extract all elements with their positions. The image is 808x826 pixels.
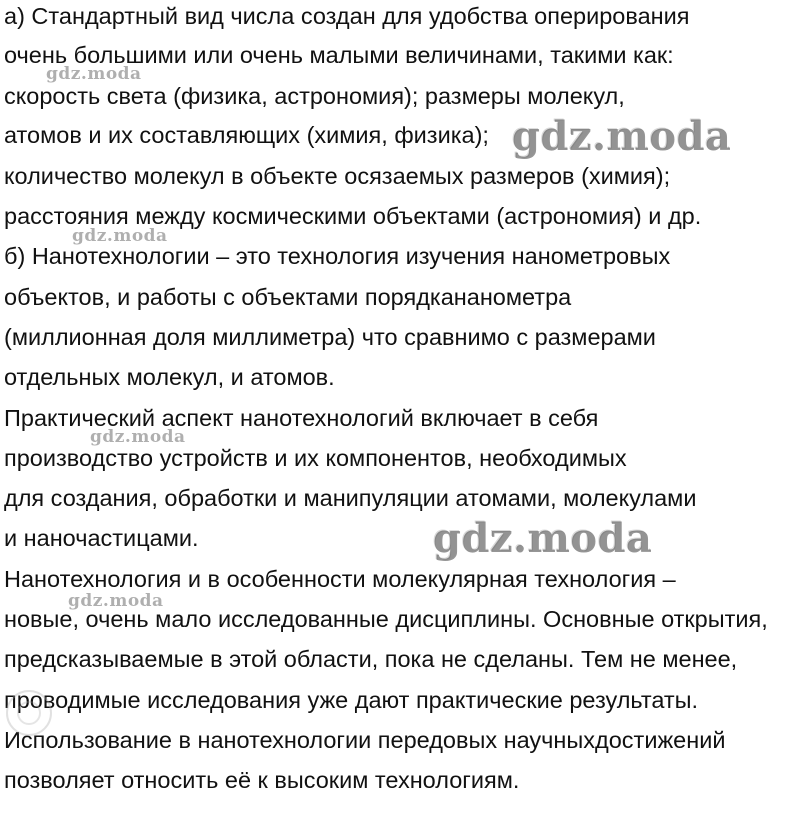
- copyright-seal-icon: [6, 690, 52, 736]
- text-line-14: и наночастицами.: [4, 525, 199, 551]
- text-line-13: для создания, обработки и манипуляции атомами, молекулами: [4, 485, 697, 511]
- text-line-20: позволяет относить её к высоким технологиям.: [4, 767, 520, 793]
- watermark-large-1: gdz.moda: [512, 113, 732, 160]
- text-line-6: расстояния между космическими объектами (астрономия) и др.: [4, 203, 702, 229]
- text-line-17: предсказываемые в этой области, пока не сделаны. Тем не менее,: [4, 646, 738, 672]
- text-line-10: отдельных молекул, и атомов.: [4, 364, 335, 390]
- watermark-small-2: gdz.moda: [72, 226, 168, 246]
- watermark-small-3: gdz.moda: [90, 427, 186, 447]
- text-line-4: атомов и их составляющих (химия, физика);: [4, 122, 489, 148]
- watermark-small-1: gdz.moda: [46, 64, 142, 84]
- text-line-12: производство устройств и их компонентов, необходимых: [4, 445, 627, 471]
- watermark-large-2: gdz.moda: [433, 515, 653, 562]
- text-line-16: новые, очень мало исследованные дисциплины. Основные открытия,: [4, 606, 768, 632]
- text-line-11: Практический аспект нанотехнологий включает в себя: [4, 405, 599, 431]
- watermark-small-4: gdz.moda: [68, 591, 164, 611]
- text-line-2: очень большими или очень малыми величинами, такими как:: [4, 42, 674, 68]
- text-line-3: скорость света (физика, астрономия); размеры молекул,: [4, 83, 625, 109]
- text-line-7: б) Нанотехнологии – это технология изучения нанометровых: [4, 243, 671, 269]
- text-line-19: Использование в нанотехнологии передовых научныхдостижений: [4, 727, 726, 753]
- text-line-8: объектов, и работы с объектами порядкананометра: [4, 284, 572, 310]
- text-line-18: проводимые исследования уже дают практические результаты.: [4, 687, 699, 713]
- text-line-5: количество молекул в объекте осязаемых размеров (химия);: [4, 163, 671, 189]
- text-line-9: (миллионная доля миллиметра) что сравнимо с размерами: [4, 324, 656, 350]
- text-line-15: Нанотехнология и в особенности молекулярная технология –: [4, 566, 676, 592]
- text-line-1: а) Стандартный вид числа создан для удобства оперирования: [4, 3, 690, 29]
